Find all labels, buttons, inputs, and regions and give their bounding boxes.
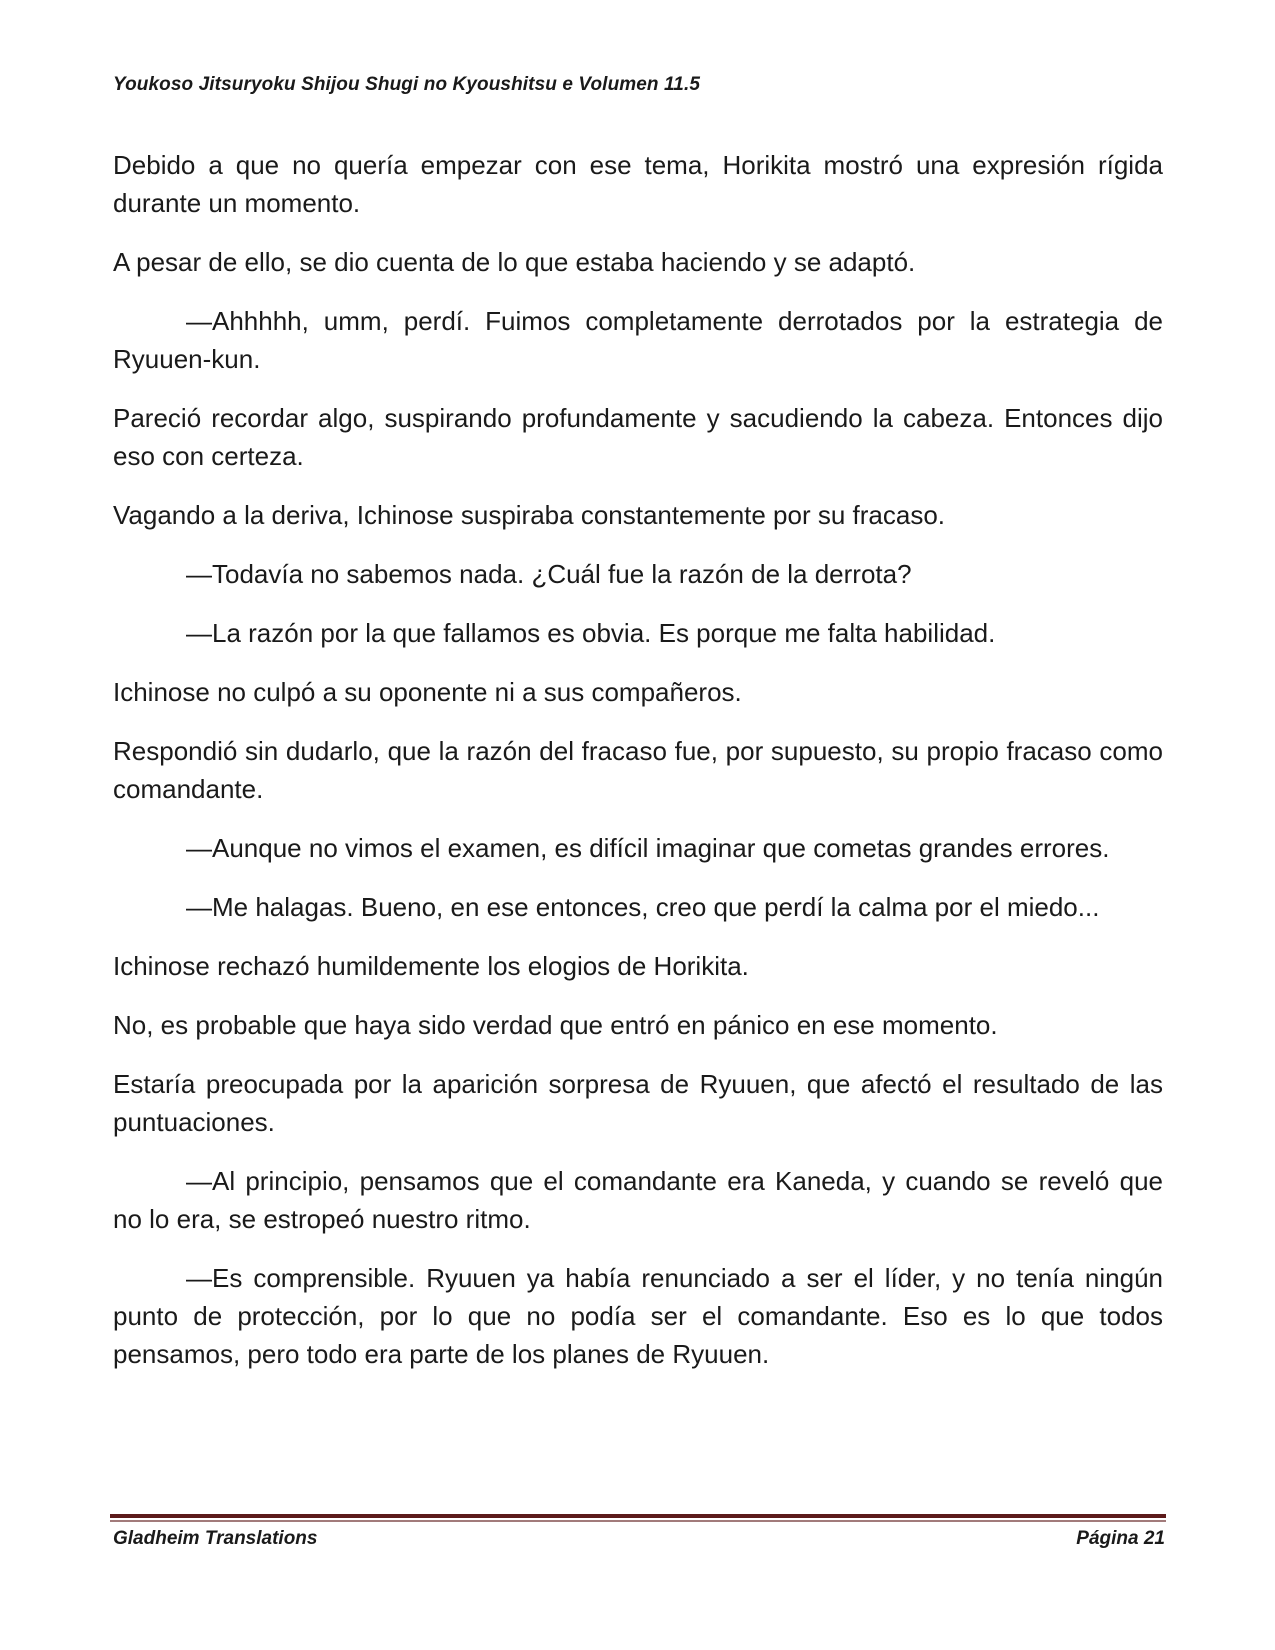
dialog-paragraph: —Es comprensible. Ryuuen ya había renunciado a ser el líder, y no tenía ningún punto de protección, por lo que no podía ser el comandante. Eso es lo que todos pensamos, pero todo era parte de los planes de Ryuuen. — [113, 1263, 1163, 1369]
dialog-paragraph: —Al principio, pensamos que el comandante era Kaneda, y cuando se reveló que no lo era, se estropeó nuestro ritmo. — [113, 1166, 1163, 1234]
footer-translator: Gladheim Translations — [113, 1528, 318, 1549]
paragraph: A pesar de ello, se dio cuenta de lo que estaba haciendo y se adaptó. — [113, 247, 916, 277]
paragraph: Debido a que no quería empezar con ese tema, Horikita mostró una expresión rígida durante un momento. — [113, 150, 1163, 218]
dialog-paragraph: —Aunque no vimos el examen, es difícil imaginar que cometas grandes errores. — [186, 833, 1110, 863]
page-header-title: Youkoso Jitsuryoku Shijou Shugi no Kyoushitsu e Volumen 11.5 — [113, 74, 700, 95]
paragraph: Vagando a la deriva, Ichinose suspiraba constantemente por su fracaso. — [113, 500, 946, 530]
footer-page-number: Página 21 — [1076, 1528, 1165, 1549]
footer-rule-dark — [110, 1514, 1166, 1518]
paragraph: Ichinose no culpó a su oponente ni a sus compañeros. — [113, 677, 742, 707]
dialog-paragraph: —Me halagas. Bueno, en ese entonces, creo que perdí la calma por el miedo... — [186, 892, 1100, 922]
footer-rule-light — [110, 1520, 1166, 1522]
dialog-paragraph: —Ahhhhh, umm, perdí. Fuimos completamente derrotados por la estrategia de Ryuuen-kun. — [113, 306, 1163, 374]
dialog-paragraph: —La razón por la que fallamos es obvia. Es porque me falta habilidad. — [186, 618, 996, 648]
paragraph: Respondió sin dudarlo, que la razón del fracaso fue, por supuesto, su propio fracaso como comandante. — [113, 736, 1163, 804]
dialog-paragraph: —Todavía no sabemos nada. ¿Cuál fue la razón de la derrota? — [186, 559, 912, 589]
page-body — [113, 146, 1163, 1394]
paragraph: Estaría preocupada por la aparición sorpresa de Ryuuen, que afectó el resultado de las puntuaciones. — [113, 1069, 1163, 1137]
paragraph: No, es probable que haya sido verdad que entró en pánico en ese momento. — [113, 1010, 998, 1040]
paragraph: Pareció recordar algo, suspirando profundamente y sacudiendo la cabeza. Entonces dijo eso con certeza. — [113, 403, 1163, 471]
paragraph: Ichinose rechazó humildemente los elogios de Horikita. — [113, 951, 749, 981]
